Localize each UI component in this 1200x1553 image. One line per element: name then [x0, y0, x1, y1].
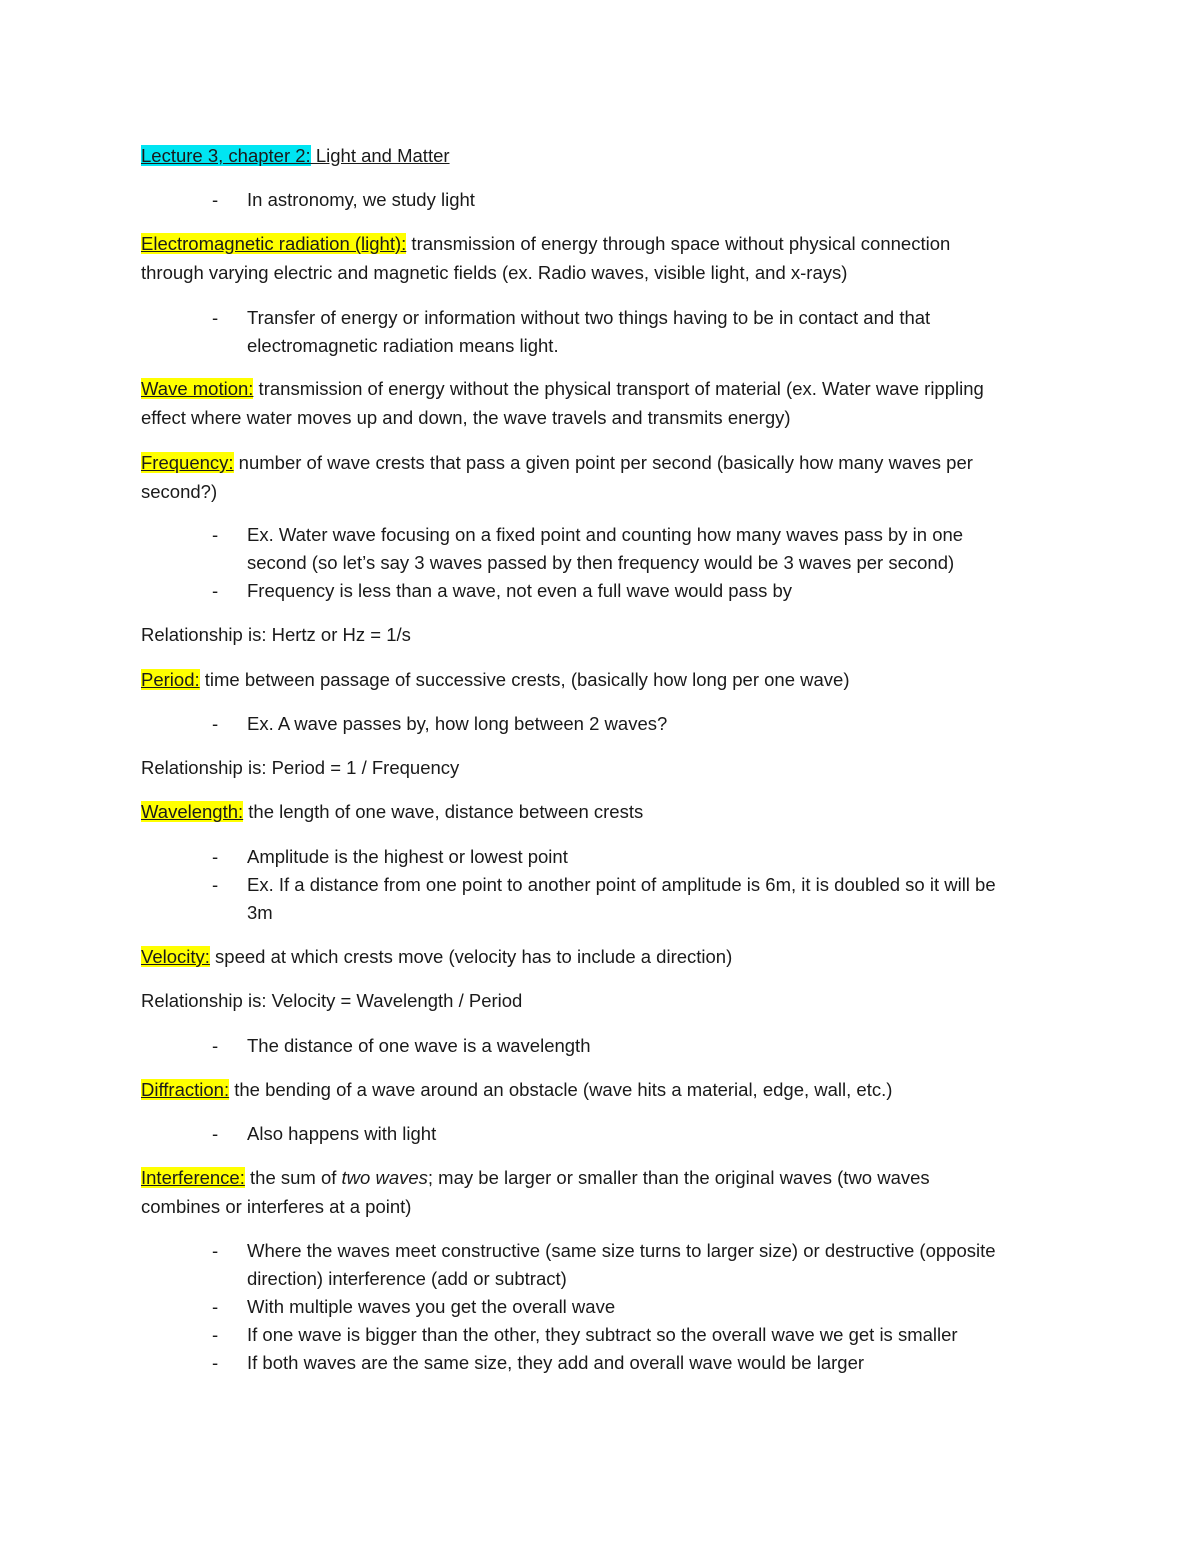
- bullet-transfer-line2: electromagnetic radiation means light.: [247, 335, 559, 356]
- bullet-interference4: If both waves are the same size, they add and overall wave would be larger: [247, 1352, 865, 1373]
- bullet-dash: -: [212, 1123, 219, 1144]
- bullet-freq1-line1: Ex. Water wave focusing on a fixed point and counting how many waves pass by in one: [247, 524, 964, 545]
- wave-term: Wave motion:: [141, 378, 254, 399]
- diffraction-term: Diffraction:: [141, 1079, 230, 1100]
- interference-term: Interference:: [141, 1167, 245, 1188]
- bullet-diffraction: Also happens with light: [247, 1123, 437, 1144]
- em-text: transmission of energy through space without physical connection: [406, 233, 951, 254]
- freq-definition-line2: second?): [141, 481, 218, 502]
- period-text: time between passage of successive crests, (basically how long per one wave): [199, 669, 850, 690]
- bullet-period: Ex. A wave passes by, how long between 2 waves?: [247, 713, 668, 734]
- bullet-interference1-line2: direction) interference (add or subtract): [247, 1268, 567, 1289]
- bullet-dash: -: [212, 1296, 219, 1317]
- bullet-interference3: If one wave is bigger than the other, they subtract so the overall wave we get is smaller: [247, 1324, 958, 1345]
- em-term: Electromagnetic radiation (light):: [141, 233, 407, 254]
- interference-text-c: ; may be larger or smaller than the original waves (two waves: [427, 1167, 930, 1188]
- bullet-dash: -: [212, 1324, 219, 1345]
- velocity-text: speed at which crests move (velocity has to include a direction): [209, 946, 733, 967]
- wavelength-term: Wavelength:: [141, 801, 244, 822]
- bullet-dash: -: [212, 874, 219, 895]
- title-highlight: Lecture 3, chapter 2:: [141, 145, 311, 166]
- bullet-dash: -: [212, 713, 219, 734]
- wave-definition-line1: [141, 377, 984, 401]
- bullet-transfer-line1: Transfer of energy or information without two things having to be in contact and that: [247, 307, 931, 328]
- bullet-dash: -: [212, 1240, 219, 1261]
- bullet-interference2: With multiple waves you get the overall wave: [247, 1296, 616, 1317]
- interference-definition-line2: combines or interferes at a point): [141, 1196, 412, 1217]
- velocity-definition: [141, 945, 732, 969]
- page-title: [141, 144, 450, 168]
- interference-text-italic: two waves: [341, 1167, 428, 1188]
- relationship-velocity: Relationship is: Velocity = Wavelength / Period: [141, 990, 523, 1011]
- bullet-interference1-line1: Where the waves meet constructive (same size turns to larger size) or destructive (opposite: [247, 1240, 996, 1261]
- interference-definition-line1: [141, 1166, 930, 1190]
- period-definition: [141, 668, 850, 692]
- bullet-astronomy: In astronomy, we study light: [247, 189, 475, 210]
- interference-text-a: the sum of: [244, 1167, 342, 1188]
- wavelength-text: the length of one wave, distance between crests: [243, 801, 644, 822]
- wavelength-definition: [141, 800, 643, 824]
- bullet-dash: -: [212, 307, 219, 328]
- diffraction-text: the bending of a wave around an obstacle (wave hits a material, edge, wall, etc.): [229, 1079, 893, 1100]
- wave-text: transmission of energy without the physical transport of material (ex. Water wave rippling: [253, 378, 984, 399]
- bullet-dash: -: [212, 189, 219, 210]
- velocity-term: Velocity:: [141, 946, 210, 967]
- freq-term: Frequency:: [141, 452, 234, 473]
- diffraction-definition: [141, 1078, 892, 1102]
- relationship-period: Relationship is: Period = 1 / Frequency: [141, 757, 460, 778]
- bullet-dash: -: [212, 524, 219, 545]
- title-rest: Light and Matter: [310, 145, 450, 166]
- bullet-freq1-line2: second (so let’s say 3 waves passed by then frequency would be 3 waves per second): [247, 552, 955, 573]
- wave-definition-line2: effect where water moves up and down, the wave travels and transmits energy): [141, 407, 791, 428]
- em-definition-line2: through varying electric and magnetic fields (ex. Radio waves, visible light, and x-rays): [141, 262, 848, 283]
- bullet-dash: -: [212, 1352, 219, 1373]
- bullet-velocity: The distance of one wave is a wavelength: [247, 1035, 591, 1056]
- bullet-freq2: Frequency is less than a wave, not even a full wave would pass by: [247, 580, 793, 601]
- freq-text: number of wave crests that pass a given point per second (basically how many waves per: [233, 452, 973, 473]
- freq-definition-line1: [141, 451, 973, 475]
- period-term: Period:: [141, 669, 200, 690]
- em-definition-line1: [141, 232, 950, 256]
- bullet-amplitude1: Amplitude is the highest or lowest point: [247, 846, 568, 867]
- relationship-hertz: Relationship is: Hertz or Hz = 1/s: [141, 624, 411, 645]
- bullet-amplitude2-line1: Ex. If a distance from one point to another point of amplitude is 6m, it is doubled so it will be: [247, 874, 996, 895]
- bullet-amplitude2-line2: 3m: [247, 902, 273, 923]
- bullet-dash: -: [212, 580, 219, 601]
- bullet-dash: -: [212, 846, 219, 867]
- bullet-dash: -: [212, 1035, 219, 1056]
